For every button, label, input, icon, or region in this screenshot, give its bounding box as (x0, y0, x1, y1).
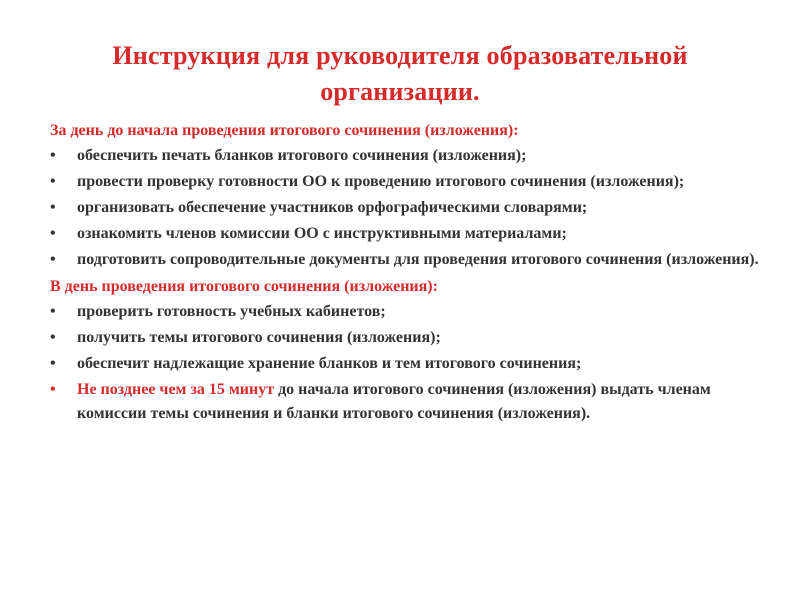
list-item (50, 222, 760, 246)
day-of-list (50, 300, 760, 426)
bullet-icon: • (50, 199, 56, 216)
deadline-highlight: Не позднее чем за 15 минут (77, 381, 275, 398)
section-heading-day-before: За день до начала проведения итогового сочинения (изложения): (50, 122, 519, 139)
list-item (50, 170, 760, 194)
bullet-icon: • (50, 355, 56, 372)
list-item-text: провести проверку готовности ОО к проведению итогового сочинения (изложения); (77, 173, 685, 190)
bullet-icon: • (50, 303, 56, 320)
day-before-list (50, 144, 760, 272)
list-item (50, 144, 760, 168)
bullet-icon: • (50, 251, 56, 268)
list-item-text: обеспечить печать бланков итогового сочинения (изложения); (77, 147, 527, 164)
list-item-text: проверить готовность учебных кабинетов; (77, 303, 386, 320)
list-item-text: обеспечит надлежащие хранение бланков и тем итогового сочинения; (77, 355, 582, 372)
list-item (50, 196, 760, 220)
bullet-icon: • (50, 173, 56, 190)
bullet-icon: • (50, 225, 56, 242)
list-item-deadline (50, 378, 760, 426)
bullet-icon: • (50, 381, 56, 398)
bullet-icon: • (50, 329, 56, 346)
deadline-text: до начала итогового сочинения (изложения) выдать членам комиссии темы сочинения и бланки итогового сочинения (изложения). (77, 381, 711, 422)
slide-title: Инструкция для руководителя образовательной организации. (112, 41, 688, 106)
list-item (50, 300, 760, 324)
list-item-text: подготовить сопроводительные документы для проведения итогового сочинения (изложения). (77, 251, 759, 268)
list-item-text: получить темы итогового сочинения (изложения); (77, 329, 441, 346)
bullet-icon: • (50, 147, 56, 164)
list-item (50, 326, 760, 350)
list-item-text: ознакомить членов комиссии ОО с инструктивными материалами; (77, 225, 567, 242)
slide-content (50, 119, 760, 428)
list-item (50, 248, 760, 272)
list-item (50, 352, 760, 376)
list-item-text: организовать обеспечение участников орфографическими словарями; (77, 199, 588, 216)
section-heading-day-of: В день проведения итогового сочинения (изложения): (50, 278, 438, 295)
